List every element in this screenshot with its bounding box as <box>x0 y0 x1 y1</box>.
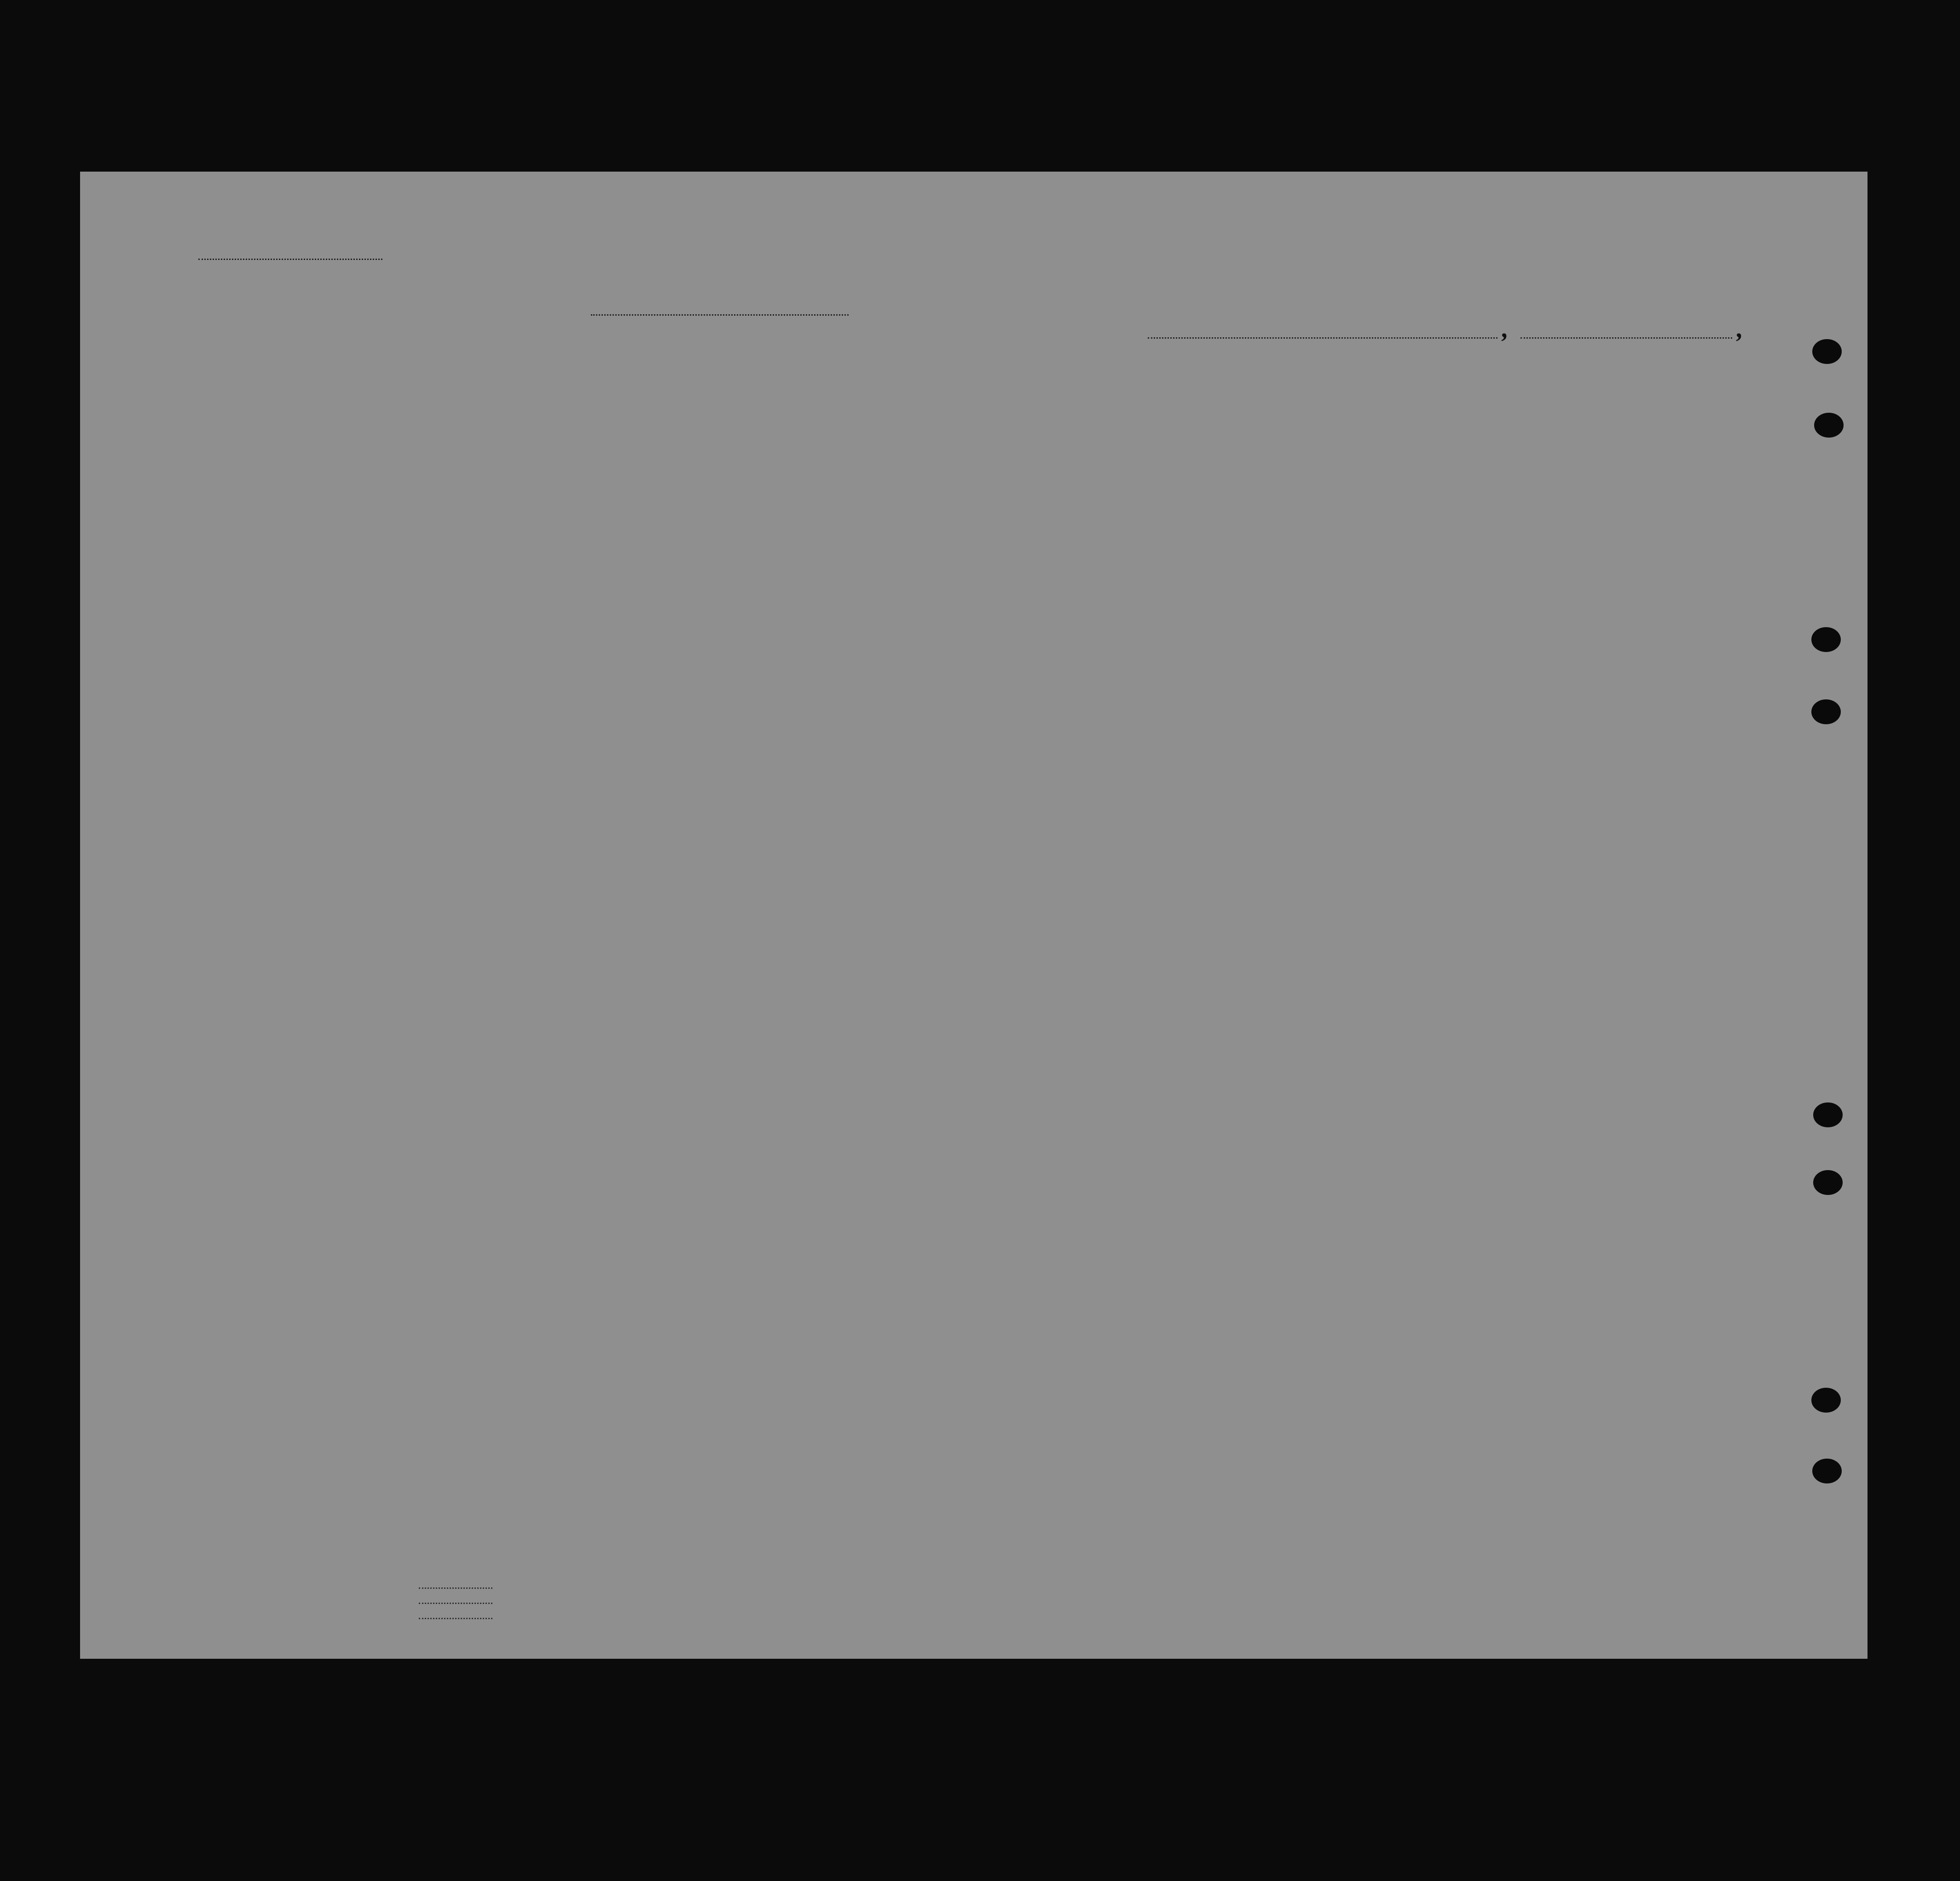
punch-hole <box>1811 1388 1841 1413</box>
punch-hole <box>1811 627 1841 652</box>
punch-hole <box>1813 1170 1843 1195</box>
totals-row <box>267 1574 492 1589</box>
punch-hole <box>1813 1102 1843 1127</box>
aliens-label <box>267 1604 419 1619</box>
punch-hole <box>1812 1459 1842 1483</box>
total-passengers-field[interactable] <box>419 1574 492 1589</box>
comma-separator: , <box>1502 315 1509 343</box>
comma-separator: , <box>1737 315 1743 343</box>
us-citizens-field[interactable] <box>419 1589 492 1604</box>
total-passengers-label <box>267 1574 419 1589</box>
aliens-field[interactable] <box>419 1604 492 1619</box>
header-married-or-single <box>657 414 674 511</box>
punch-hole <box>1812 339 1842 364</box>
totals-row <box>267 1589 492 1604</box>
us-citizens-label <box>267 1589 419 1604</box>
punch-hole <box>1811 699 1841 724</box>
punch-hole <box>1814 413 1844 438</box>
totals-block <box>267 1574 492 1619</box>
totals-row <box>267 1604 492 1619</box>
